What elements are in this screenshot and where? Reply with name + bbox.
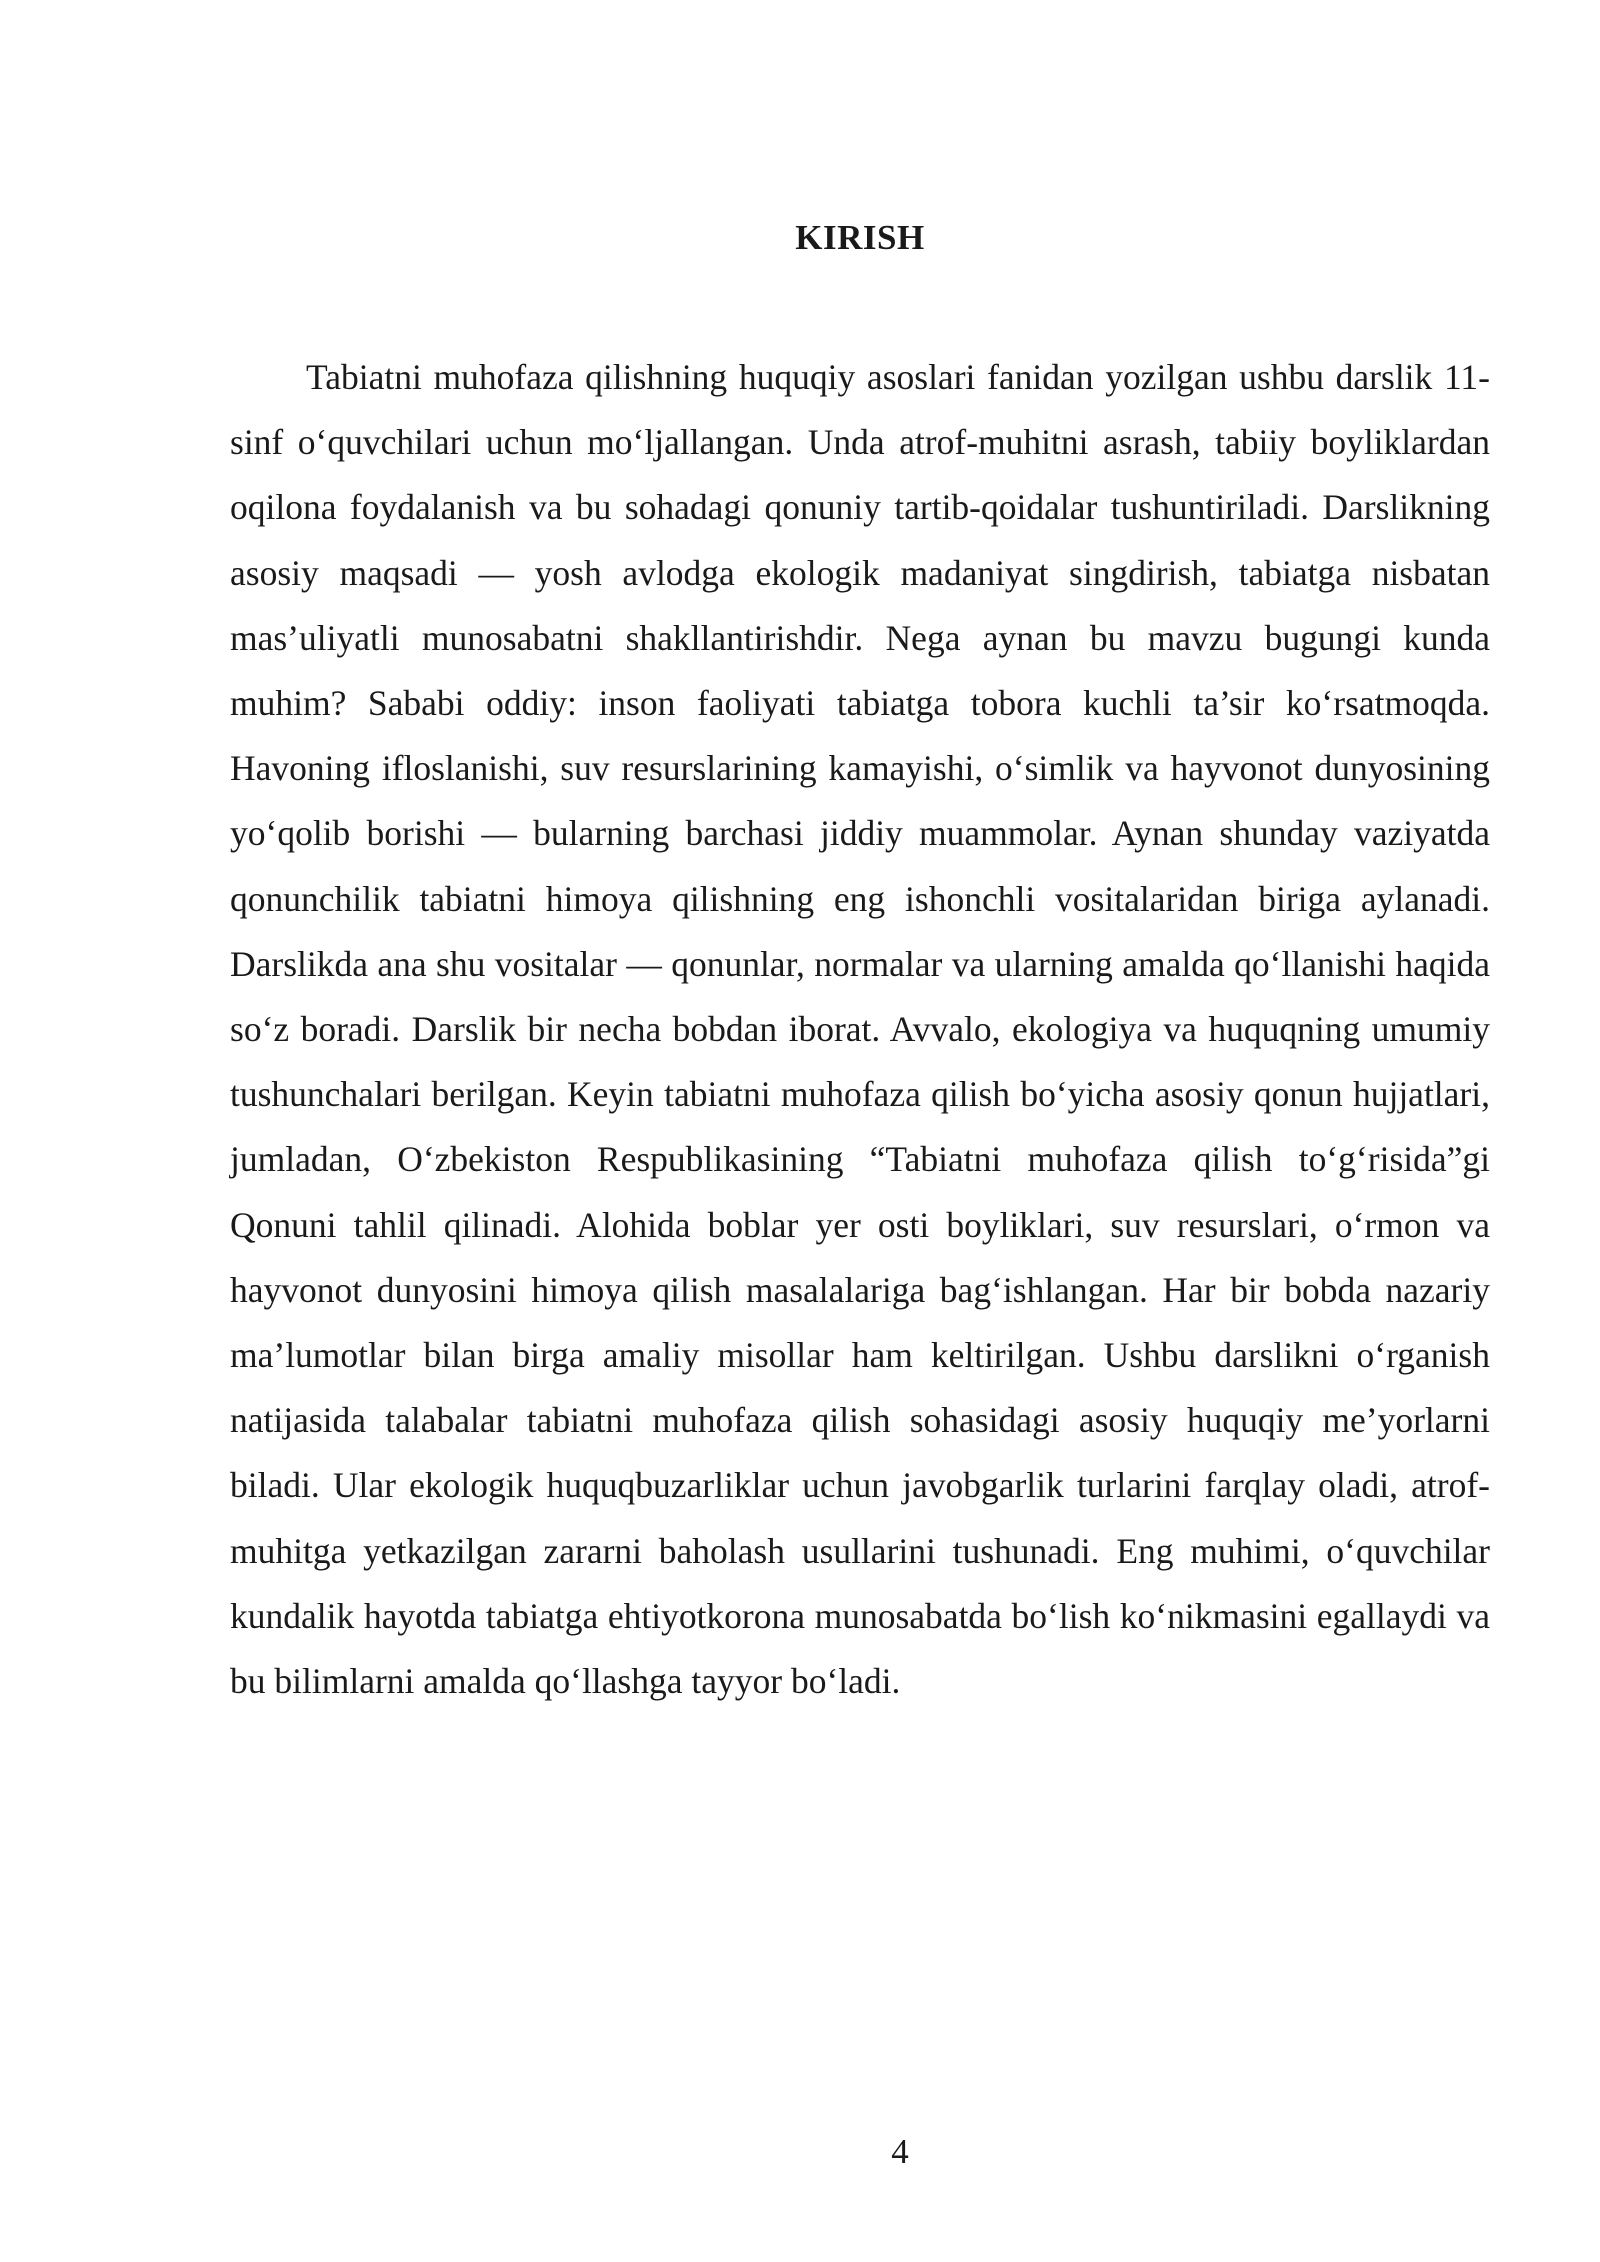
page-number: 4: [891, 2132, 909, 2171]
body-paragraph: Tabiatni muhofaza qilishning huquqiy asoslari fanidan yozilgan ushbu darslik 11-sinf o‘quvchilari uchun mo‘ljallangan. Unda atrof-muhitni asrash, tabiiy boyliklardan oqilona foydalanish va bu sohadagi qonuniy tartib-qoidalar tushuntiriladi. Darslikning asosiy maqsadi — yosh avlodga ekologik madaniyat singdirish, tabiatga nisbatan mas’uliyatli munosabatni shakllantirishdir. Nega aynan bu mavzu bugungi kunda muhim? Sababi oddiy: inson faoliyati tabiatga tobora kuchli ta’sir ko‘rsatmoqda. Havoning ifloslanishi, suv resurslarining kamayishi, o‘simlik va hayvonot dunyosining yo‘qolib borishi — bularning barchasi jiddiy muammolar. Aynan shunday vaziyatda qonunchilik tabiatni himoya qilishning eng ishonchli vositalaridan biriga aylanadi. Darslikda ana shu vositalar — qonunlar, normalar va ularning amalda qo‘llanishi haqida so‘z boradi. Darslik bir necha bobdan iborat. Avvalo, ekologiya va huquqning umumiy tushunchalari berilgan. Keyin tabiatni muhofaza qilish bo‘yicha asosiy qonun hujjatlari, jumladan, O‘zbekiston Respublikasining “Tabiatni muhofaza qilish to‘g‘risida”gi Qonuni tahlil qilinadi. Alohida boblar yer osti boyliklari, suv resurslari, o‘rmon va hayvonot dunyosini himoya qilish masalalariga bag‘ishlangan. Har bir bobda nazariy ma’lumotlar bilan birga amaliy misollar ham keltirilgan. Ushbu darslikni o‘rganish natijasida talabalar tabiatni muhofaza qilish sohasidagi asosiy huquqiy me’yorlarni biladi. Ular ekologik huquqbuzarliklar uchun javobgarlik turlarini farqlay oladi, atrof-muhitga yetkazilgan zararni baholash usullarini tushunadi. Eng muhimi, o‘quvchilar kundalik hayotda tabiatga ehtiyotkorona munosabatda bo‘lish ko‘nikmasini egallaydi va bu bilimlarni amalda qo‘llashga tayyor bo‘ladi.: [230, 357, 1490, 1702]
page-title: KIRISH: [795, 218, 925, 257]
